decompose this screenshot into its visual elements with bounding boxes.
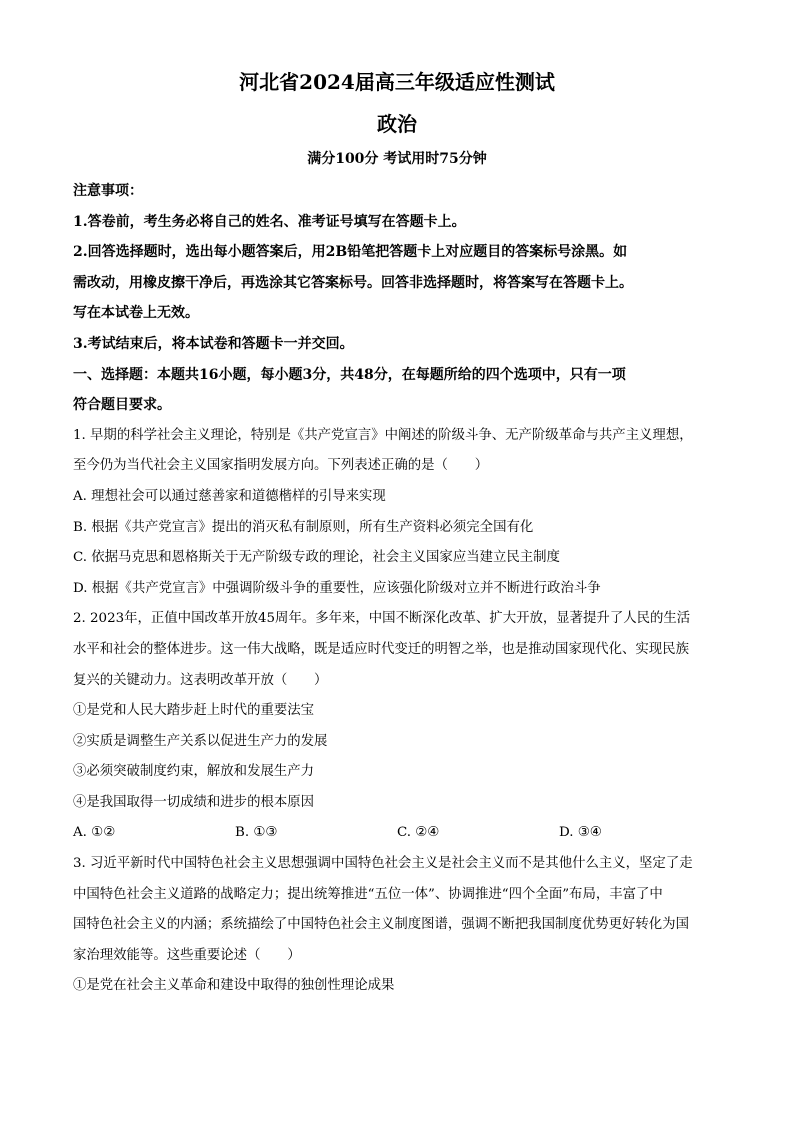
- subject-title: 政治: [377, 112, 417, 136]
- section-heading: 一、选择题：本题共16小题，每小题3分，共48分，在每题所给的四个选项中，只有一项: [73, 366, 626, 383]
- question-2-statement: ①是党和人民大踏步赶上时代的重要法宝: [73, 703, 315, 719]
- notice-line: 2.回答选择题时，选出每小题答案后，用2B铅笔把答题卡上对应题目的答案标号涂黑。如: [73, 244, 628, 261]
- question-1-option-c: C. 依据马克思和恩格斯关于无产阶级专政的理论，社会主义国家应当建立民主制度: [73, 550, 560, 566]
- notice-line: 1.答卷前，考生务必将自己的姓名、准考证号填写在答题卡上。: [73, 213, 466, 230]
- score-info: 满分100分 考试用时75分钟: [307, 151, 487, 167]
- notice-line: 写在本试卷上无效。: [73, 305, 199, 322]
- question-2-options: [73, 818, 723, 849]
- exam-content: [73, 176, 723, 1002]
- question-1-option-d: D. 根据《共产党宣言》中强调阶级斗争的重要性，应该强化阶级对立并不断进行政治斗争: [73, 580, 601, 596]
- question-1-stem: 至今仍为当代社会主义国家指明发展方向。下列表述正确的是（ ）: [73, 458, 489, 474]
- notice-heading: 注意事项：: [73, 183, 143, 199]
- question-2-stem: 水平和社会的整体进步。这一伟大战略，既是适应时代变迁的明智之举，也是推动国家现代化、实现民族: [73, 641, 689, 657]
- question-3-stem: 国特色社会主义的内涵；系统描绘了中国特色社会主义制度图谱，强调不断把我国制度优势更好转化为国: [73, 917, 689, 933]
- question-2-stem: 复兴的关键动力。这表明改革开放（ ）: [73, 672, 328, 688]
- notice-line: 3.考试结束后，将本试卷和答题卡一并交回。: [73, 335, 354, 352]
- question-2-statement: ②实质是调整生产关系以促进生产力的发展: [73, 733, 328, 749]
- question-1-stem: 1. 早期的科学社会主义理论，特别是《共产党宣言》中阐述的阶级斗争、无产阶级革命与共产主义理想，: [73, 427, 693, 443]
- section-heading: 符合题目要求。: [73, 397, 171, 414]
- question-2-stem: 2. 2023年，正值中国改革开放45周年。多年来，中国不断深化改革、扩大开放，显著提升了人民的生活: [73, 611, 691, 627]
- question-2-option-c: C. ②④: [397, 825, 440, 841]
- question-2-option-d: D. ③④: [559, 825, 602, 841]
- question-2-statement: ③必须突破制度约束，解放和发展生产力: [73, 764, 315, 780]
- question-2-option-a: A. ①②: [73, 825, 116, 841]
- question-3-statement: ①是党在社会主义革命和建设中取得的独创性理论成果: [73, 978, 395, 994]
- question-3-stem: 家治理效能等。这些重要论述（ ）: [73, 947, 301, 963]
- question-2-statement: ④是我国取得一切成绩和进步的根本原因: [73, 794, 315, 810]
- question-1-option-b: B. 根据《共产党宣言》提出的消灭私有制原则，所有生产资料必须完全国有化: [73, 519, 534, 535]
- question-3-stem: 中国特色社会主义道路的战略定力；提出统筹推进“五位一体”、协调推进“四个全面”布局，丰富了中: [73, 886, 663, 902]
- question-3-stem: 3. 习近平新时代中国特色社会主义思想强调中国特色社会主义是社会主义而不是其他什么主义，坚定了走: [73, 856, 693, 872]
- exam-title: 河北省2024届高三年级适应性测试: [239, 70, 555, 94]
- question-2-option-b: B. ①③: [235, 825, 278, 841]
- question-1-option-a: A. 理想社会可以通过慈善家和道德楷样的引导来实现: [73, 488, 386, 504]
- notice-line: 需改动，用橡皮擦干净后，再选涂其它答案标号。回答非选择题时，将答案写在答题卡上。: [73, 274, 633, 291]
